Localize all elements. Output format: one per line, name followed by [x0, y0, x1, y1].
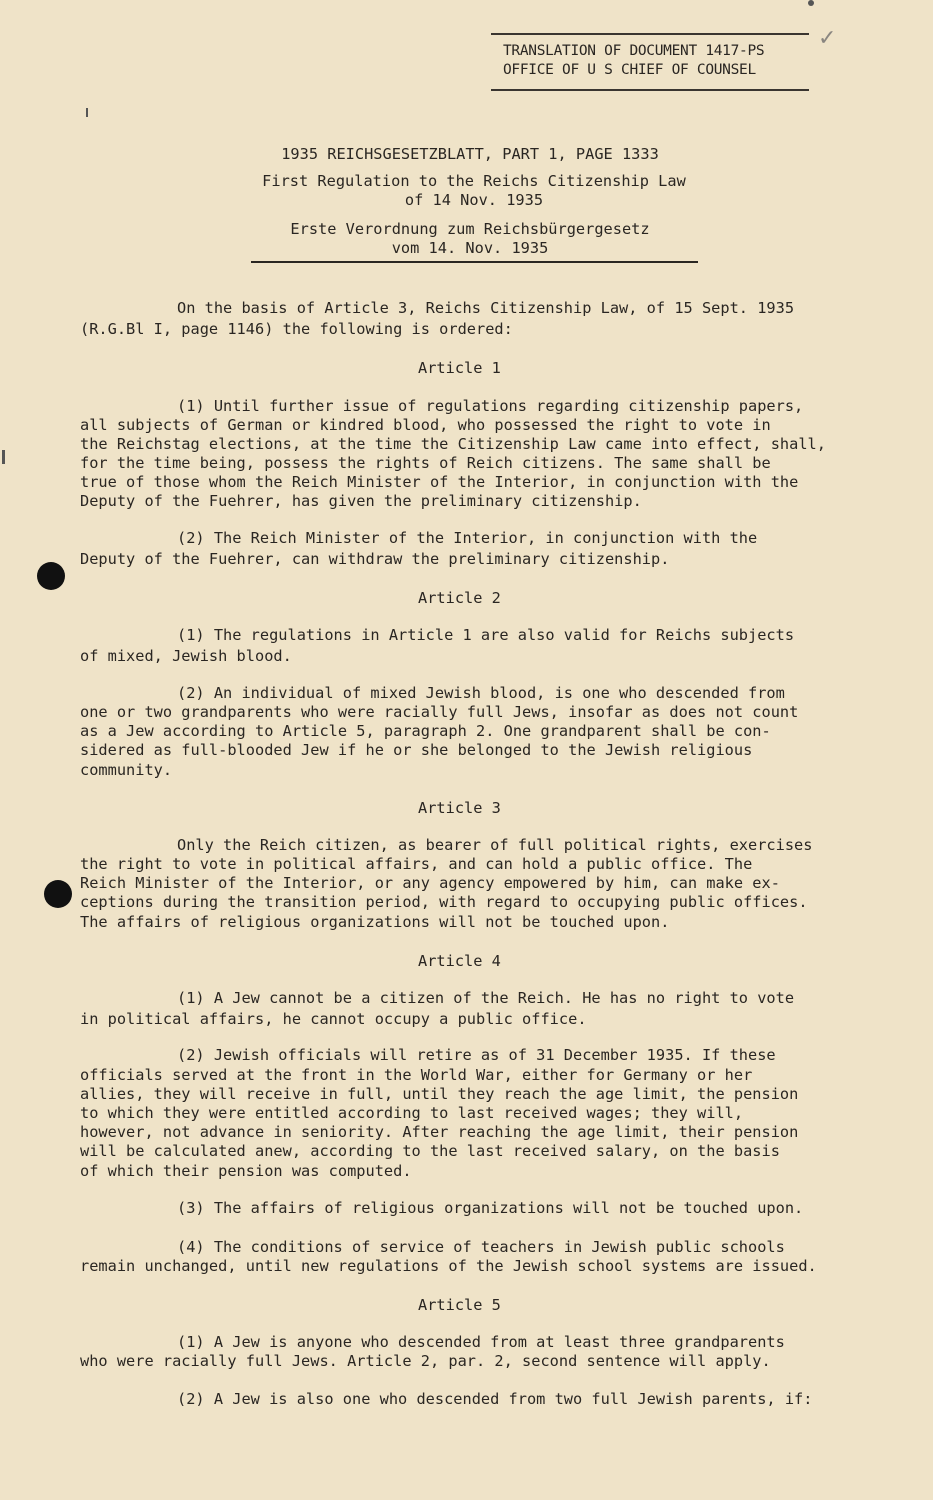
body-line: Deputy of the Fuehrer, has given the preliminary citizenship.: [80, 492, 642, 510]
body-line: community.: [80, 761, 173, 779]
checkmark-icon: ✓: [818, 26, 837, 51]
article-heading: Article 5: [418, 1296, 501, 1314]
body-line: allies, they will receive in full, until they reach the age limit, the pension: [80, 1085, 799, 1103]
body-line: true of those whom the Reich Minister of the Interior, in conjunction with the: [80, 473, 799, 491]
header-line-2: OFFICE OF U S CHIEF OF COUNSEL: [503, 62, 756, 78]
body-line: The affairs of religious organizations will not be touched upon.: [80, 913, 670, 931]
title-line-3: of 14 Nov. 1935: [404, 191, 544, 209]
intro-line-2: (R.G.Bl I, page 1146) the following is ordered:: [80, 320, 513, 338]
article-heading: Article 3: [418, 799, 501, 817]
body-line: all subjects of German or kindred blood, who possessed the right to vote in: [80, 416, 771, 434]
body-line: Reich Minister of the Interior, or any agency empowered by him, can make ex-: [80, 874, 780, 892]
body-line: however, not advance in seniority. After reaching the age limit, their pension: [80, 1123, 799, 1141]
title-line-1: 1935 REICHSGESETZBLATT, PART 1, PAGE 1333: [281, 145, 659, 163]
body-line: as a Jew according to Article 5, paragraph 2. One grandparent shall be con-: [80, 722, 771, 740]
body-line: (1) A Jew cannot be a citizen of the Reich. He has no right to vote: [177, 989, 795, 1007]
body-line: one or two grandparents who were racially full Jews, insofar as does not count: [80, 703, 799, 721]
pencil-mark: [86, 108, 88, 117]
article-heading: Article 4: [418, 952, 501, 970]
title-line-2: First Regulation to the Reichs Citizenship Law: [262, 172, 686, 190]
body-line: in political affairs, he cannot occupy a public office.: [80, 1010, 587, 1028]
punch-hole: [37, 562, 65, 590]
body-line: Only the Reich citizen, as bearer of full political rights, exercises: [177, 836, 813, 854]
title-line-5: vom 14. Nov. 1935: [391, 239, 549, 257]
body-line: for the time being, possess the rights of Reich citizens. The same shall be: [80, 454, 771, 472]
body-line: who were racially full Jews. Article 2, par. 2, second sentence will apply.: [80, 1352, 771, 1370]
title-underline: [251, 261, 698, 263]
body-line: (1) The regulations in Article 1 are also valid for Reichs subjects: [177, 626, 795, 644]
body-line: Deputy of the Fuehrer, can withdraw the preliminary citizenship.: [80, 550, 670, 568]
edge-mark: [2, 450, 5, 464]
body-line: (2) A Jew is also one who descended from two full Jewish parents, if:: [177, 1390, 813, 1408]
title-line-4: Erste Verordnung zum Reichsbürgergesetz: [290, 220, 650, 238]
body-line: (2) Jewish officials will retire as of 31 December 1935. If these: [177, 1046, 776, 1064]
body-line: remain unchanged, until new regulations of the Jewish school systems are issued.: [80, 1257, 817, 1275]
ink-dot: [808, 0, 814, 6]
body-line: the Reichstag elections, at the time the Citizenship Law came into effect, shall,: [80, 435, 826, 453]
body-line: (1) A Jew is anyone who descended from at least three grandparents: [177, 1333, 785, 1351]
body-line: (1) Until further issue of regulations regarding citizenship papers,: [177, 397, 804, 415]
header-line-1: TRANSLATION OF DOCUMENT 1417-PS: [503, 43, 765, 59]
article-heading: Article 1: [418, 359, 501, 377]
body-line: (2) The Reich Minister of the Interior, in conjunction with the: [177, 529, 758, 547]
article-heading: Article 2: [418, 589, 501, 607]
body-line: (2) An individual of mixed Jewish blood, is one who descended from: [177, 684, 785, 702]
translation-header-box: [491, 33, 809, 91]
body-line: ceptions during the transition period, with regard to occupying public offices.: [80, 893, 808, 911]
body-line: will be calculated anew, according to the last received salary, on the basis: [80, 1142, 780, 1160]
body-line: officials served at the front in the World War, either for Germany or her: [80, 1066, 753, 1084]
intro-line-1: On the basis of Article 3, Reichs Citizenship Law, of 15 Sept. 1935: [177, 299, 795, 317]
body-line: sidered as full-blooded Jew if he or she belonged to the Jewish religious: [80, 741, 753, 759]
body-line: the right to vote in political affairs, and can hold a public office. The: [80, 855, 753, 873]
body-line: of which their pension was computed.: [80, 1162, 412, 1180]
punch-hole: [44, 880, 72, 908]
body-line: of mixed, Jewish blood.: [80, 647, 292, 665]
body-line: (4) The conditions of service of teachers in Jewish public schools: [177, 1238, 785, 1256]
body-line: (3) The affairs of religious organizations will not be touched upon.: [177, 1199, 804, 1217]
body-line: to which they were entitled according to last received wages; they will,: [80, 1104, 744, 1122]
